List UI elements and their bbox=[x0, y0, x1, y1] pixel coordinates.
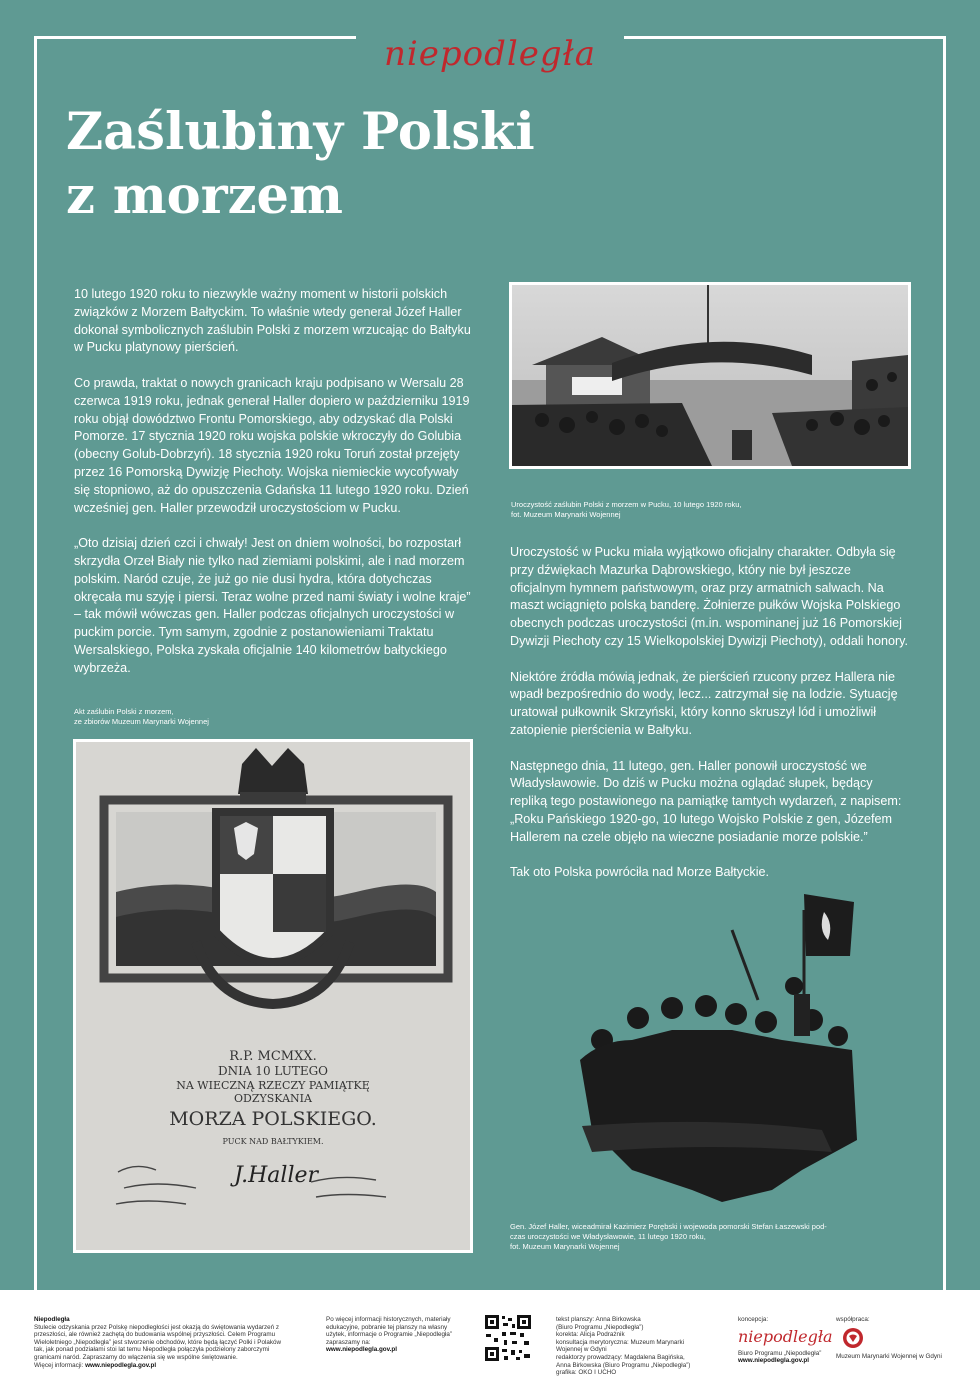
frame-top-right bbox=[624, 36, 946, 39]
group-photo-caption bbox=[510, 1222, 930, 1252]
footer-info bbox=[326, 1316, 466, 1354]
footer-koncepcja bbox=[738, 1316, 838, 1365]
group-photo-illustration bbox=[572, 890, 862, 1202]
act-document-illustration bbox=[76, 742, 470, 1250]
page-title bbox=[66, 100, 666, 228]
footer-about bbox=[34, 1316, 284, 1369]
right-paragraph-2: Niektóre źródła mówią jednak, że pierścień rzucony przez Hallera nie wpadł bezpośrednio do wody, lecz... zatrzymał się na lodzie. Sytuację uratował pułkownik Skrzyński, który konno skruszył lód i umożliwił zatopienie pierścienia w Bałtyku. bbox=[510, 669, 898, 737]
act-text-line-5: MORZA POLSKIEGO. bbox=[169, 1108, 377, 1130]
wladyslawowo-group-photo bbox=[572, 890, 862, 1202]
credits-line-1: tekst planszy: Anna Birkowska bbox=[556, 1316, 641, 1323]
group-caption-line-3: fot. Muzeum Marynarki Wojennej bbox=[510, 1242, 620, 1251]
haller-signature: J.Haller bbox=[234, 1163, 319, 1188]
wspolpraca-label: współpraca: bbox=[836, 1316, 870, 1323]
left-text-column bbox=[74, 286, 474, 695]
koncepcja-link[interactable]: www.niepodlegla.gov.pl bbox=[738, 1357, 810, 1365]
museum-emblem-icon bbox=[842, 1327, 864, 1349]
act-text-line-6: PUCK NAD BAŁTYKIEM. bbox=[222, 1137, 324, 1146]
footer-wspolpraca bbox=[836, 1316, 956, 1361]
koncepcja-label: koncepcja: bbox=[738, 1316, 769, 1323]
footer-more-link[interactable]: www.niepodlegla.gov.pl bbox=[85, 1361, 157, 1369]
left-paragraph-3: „Oto dzisiaj dzień czci i chwały! Jest on dniem wolności, bo rozpostarł skrzydła Orzeł Biały nie tylko nad ziemiami polskimi, ale i nad morzem polskim. Naród czuje, że już go nie dusi hydra, która dotychczas okręcała mu szyję i piersi. Teraz wolne przed nami światy i wolne kraje” – tak mówił wówczas gen. Haller podczas oficjalnych uroczystości w puckim porcie. Tym samym, zgodnie z postanowieniami Traktatu Wersalskiego, Polska zyskała oficjalnie 140 kilometrów bałtyckiego wybrzeża. bbox=[74, 536, 471, 675]
left-paragraph-1: 10 lutego 1920 roku to niezwykle ważny moment w historii polskich związków z Morzem Bałtyckim. To właśnie wtedy generał Józef Haller dokonał symbolicznych zaślubin Polski z morzem wrzucając do Bałtyku w Pucku platynowy pierścień. bbox=[74, 287, 471, 355]
credits-line-5: Wojennej w Gdyni bbox=[556, 1346, 607, 1354]
credits-line-3: korekta: Alicja Podrażnik bbox=[556, 1331, 625, 1339]
footer-credits bbox=[556, 1316, 726, 1377]
act-caption-line-2: ze zbiorów Muzeum Marynarki Wojennej bbox=[74, 717, 209, 726]
footer bbox=[0, 1290, 980, 1400]
title-line-2: z morzem bbox=[66, 166, 343, 226]
credits-line-6: redaktorzy prowadzący: Magdalena Bagińska, bbox=[556, 1353, 685, 1361]
puck-caption-line-2: fot. Muzeum Marynarki Wojennej bbox=[511, 510, 621, 519]
footer-org-title: Niepodległa bbox=[34, 1316, 70, 1323]
koncepcja-org: Biuro Programu „Niepodległa” bbox=[738, 1349, 822, 1357]
act-caption bbox=[74, 707, 374, 727]
right-paragraph-3: Następnego dnia, 11 lutego, gen. Haller ponowił uroczystość we Władysławowie. Do dziś w Pucku można oglądać słupek, będący repliką tego postawionego na pamiątkę tamtych wydarzeń, z napisem: „Roku Pańskiego 1920-go, 10 lutego Wojsko Polskie z gen, Józefem Hallerem na czele objęło na wieczne posiadanie morze polskie.” bbox=[510, 758, 902, 844]
credits-line-7: Anna Birkowska (Biuro Programu „Niepodległa”) bbox=[556, 1361, 691, 1369]
wspolpraca-org: Muzeum Marynarki Wojennej w Gdyni bbox=[836, 1353, 942, 1361]
puck-ceremony-photo bbox=[509, 282, 911, 469]
group-caption-line-1: Gen. Józef Haller, wiceadmirał Kazimierz Porębski i wojewoda pomorski Stefan Łaszewski pod- bbox=[510, 1222, 827, 1231]
act-text-line-2: DNIA 10 LUTEGO bbox=[217, 1064, 329, 1078]
credits-line-8: grafika: OKO I UCHO bbox=[556, 1369, 617, 1377]
footer-more-label: Więcej informacji: bbox=[34, 1361, 84, 1369]
credits-line-2: (Biuro Programu „Niepodległa”) bbox=[556, 1323, 644, 1331]
right-paragraph-1: Uroczystość w Pucku miała wyjątkowo oficjalny charakter. Odbyła się przy dźwiękach Mazurka Dąbrowskiego, który nie był jeszcze oficjalnym hymnem państwowym, oraz przy armatnich salwach. Na maszt wciągnięto polską banderę. Żołnierze pułków Wojska Polskiego obecnych podczas uroczystości (m.in. wspominanej już 16 Pomorskiej Dywizji Piechoty czy 15 Wielkopolskiej Dywizji Piechoty), oddali honory. bbox=[510, 545, 909, 648]
left-paragraph-2: Co prawda, traktat o nowych granicach kraju podpisano w Wersalu 28 czerwca 1919 roku, jednak generał Haller dopiero w październiku 1919 roku objął dowództwo Frontu Pomorskiego, aby odzyskać dla Polski Pomorze. 17 stycznia 1920 roku wojska polskie wkroczyły do Golubia (obecny Golub-Dobrzyń). 18 stycznia 1920 roku Toruń został przejęty przez 16 Pomorską Dywizję Piechoty. Wojska niemieckie wycofywały się stopniowo, aż do opuszczenia Gdańska 11 lutego 1920 roku. Dzień wcześniej gen. Haller przewodził uroczystościom w Pucku. bbox=[74, 375, 470, 515]
right-text-column bbox=[510, 544, 910, 900]
niepodlegla-logo: niepodległa bbox=[384, 34, 596, 74]
frame-top-left bbox=[34, 36, 356, 39]
group-caption-line-2: czas uroczystości we Władysławowie, 11 lutego 1920 roku, bbox=[510, 1232, 706, 1241]
footer-info-link[interactable]: www.niepodlegla.gov.pl bbox=[326, 1346, 398, 1354]
act-text-line-1: R.P. MCMXX. bbox=[229, 1049, 317, 1064]
puck-caption-line-1: Uroczystość zaślubin Polski z morzem w Pucku, 10 lutego 1920 roku, bbox=[511, 500, 742, 509]
credits-line-4: konsultacja merytoryczna: Muzeum Marynarki bbox=[556, 1338, 685, 1346]
act-document-photo bbox=[73, 739, 473, 1253]
act-caption-line-1: Akt zaślubin Polski z morzem, bbox=[74, 707, 174, 716]
act-text-line-3: NA WIECZNĄ RZECZY PAMIĄTKĘ bbox=[176, 1079, 370, 1092]
frame-left bbox=[34, 36, 37, 1290]
qr-code-icon[interactable] bbox=[484, 1314, 532, 1362]
footer-info-text: Po więcej informacji historycznych, materiały edukacyjne, pobranie tej planszy na własny użytek, informacje o Programie „Niepodległa” zapraszamy na: bbox=[326, 1316, 452, 1346]
title-line-1: Zaślubiny Polski bbox=[66, 102, 535, 162]
puck-photo-caption bbox=[511, 500, 911, 520]
footer-org-text: Stulecie odzyskania przez Polskę niepodległości jest okazją do świętowania wydarzeń z przeszłości, ale również zachętą do budowania wspólnej przyszłości. Celem Programu Wieloletniego „Niepodległa” jest stworzenie obchodów, które będą łączyć Polki i Polaków tak, jak ponad podziałami stoi lat temu Niepodległa połączyła podzielony zaborczymi granicami naród. Zapraszamy do włączenia się we wspólne świętowanie. bbox=[34, 1323, 282, 1361]
koncepcja-logo: niepodległa bbox=[738, 1326, 833, 1346]
act-text-line-4: ODZYSKANIA bbox=[234, 1092, 312, 1105]
puck-ceremony-illustration bbox=[512, 285, 908, 466]
right-paragraph-4: Tak oto Polska powróciła nad Morze Bałtyckie. bbox=[510, 865, 769, 880]
frame-right bbox=[943, 36, 946, 1290]
